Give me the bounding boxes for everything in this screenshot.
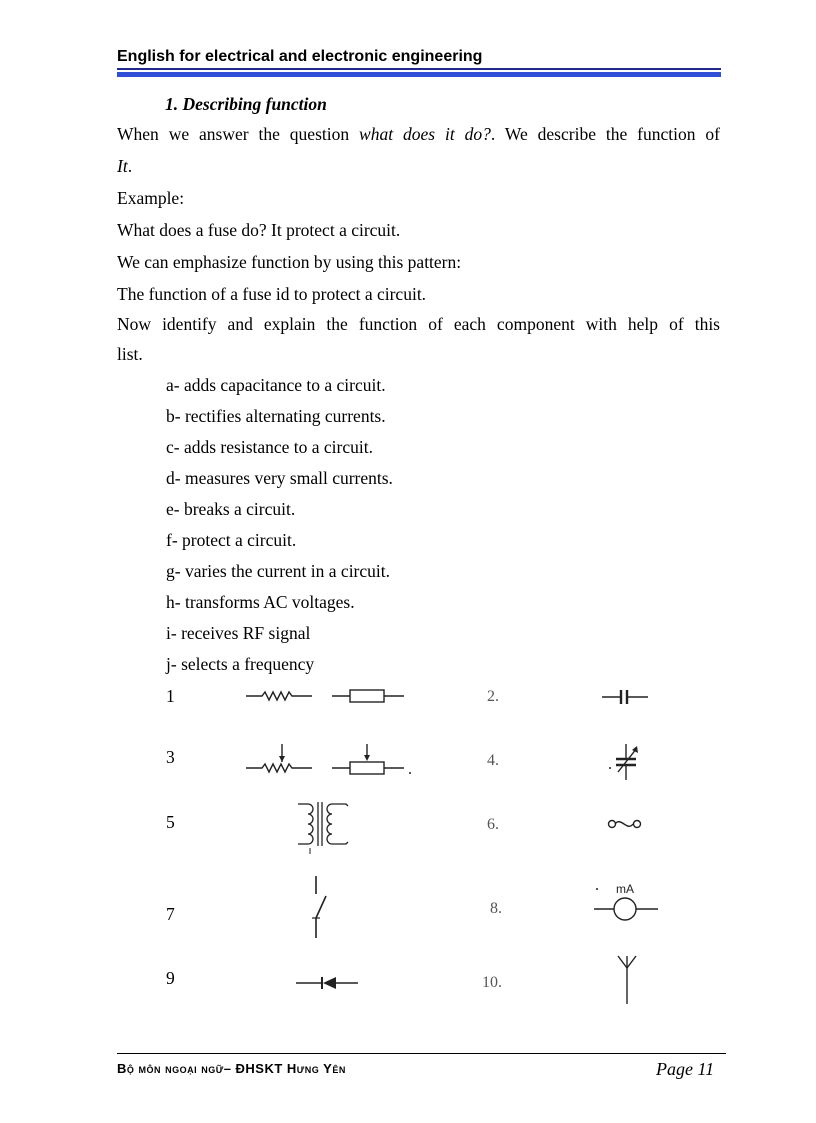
list-item: h- transforms AC voltages.	[166, 592, 355, 612]
instruction-line-2: list.	[117, 344, 143, 364]
list-item: i- receives RF signal	[166, 623, 311, 643]
intro-line-1: When we answer the question what does it do?. We describe the function of	[117, 124, 720, 144]
header-rule-thick	[117, 72, 721, 77]
intro-line-2: It.	[117, 156, 133, 176]
list-item: d- measures very small currents.	[166, 468, 393, 488]
section-title: 1. Describing function	[165, 94, 327, 114]
pattern-text: We can emphasize function by using this pattern:	[117, 252, 462, 272]
list-item: c- adds resistance to a circuit.	[166, 437, 373, 457]
footer-rule	[117, 1053, 726, 1054]
page-number: Page 11	[656, 1059, 715, 1079]
milliammeter-label: mA	[616, 882, 634, 896]
variable-resistor-symbol	[246, 742, 416, 776]
list-item: j- selects a frequency	[166, 654, 315, 674]
component-number-7: 7	[166, 904, 175, 924]
variable-capacitor-symbol	[608, 742, 648, 782]
example-text: What does a fuse do? It protect a circuit.	[117, 220, 401, 240]
example-label: Example:	[117, 188, 185, 208]
milliammeter-symbol	[592, 880, 662, 924]
list-item: a- adds capacitance to a circuit.	[166, 375, 386, 395]
footer-department: Bộ môn ngoại ngữ– ĐHSKT Hưng Yên	[117, 1061, 346, 1076]
diode-symbol	[296, 974, 360, 992]
resistor-symbol	[246, 684, 406, 708]
component-number-4: 4.	[487, 752, 499, 769]
component-number-10: 10.	[482, 974, 502, 991]
fuse-symbol	[606, 814, 646, 834]
component-number-8: 8.	[490, 900, 502, 917]
header-title: English for electrical and electronic engineering	[117, 48, 483, 65]
list-item: g- varies the current in a circuit.	[166, 561, 390, 581]
list-item: b- rectifies alternating currents.	[166, 406, 386, 426]
header-rule-thin	[117, 68, 721, 70]
capacitor-symbol	[602, 686, 650, 708]
antenna-symbol	[614, 954, 642, 1006]
instruction-line-1: Now identify and explain the function of each component with help of this	[117, 314, 720, 334]
switch-symbol	[306, 874, 330, 940]
component-number-6: 6.	[487, 816, 499, 833]
pattern-example: The function of a fuse id to protect a circuit.	[117, 284, 427, 304]
list-item: e- breaks a circuit.	[166, 499, 296, 519]
component-number-3: 3	[166, 747, 175, 767]
component-number-5: 5	[166, 812, 175, 832]
component-number-1: 1	[166, 686, 175, 706]
component-number-9: 9	[166, 968, 175, 988]
list-item: f- protect a circuit.	[166, 530, 297, 550]
component-number-2: 2.	[487, 688, 499, 705]
transformer-symbol	[290, 800, 354, 856]
